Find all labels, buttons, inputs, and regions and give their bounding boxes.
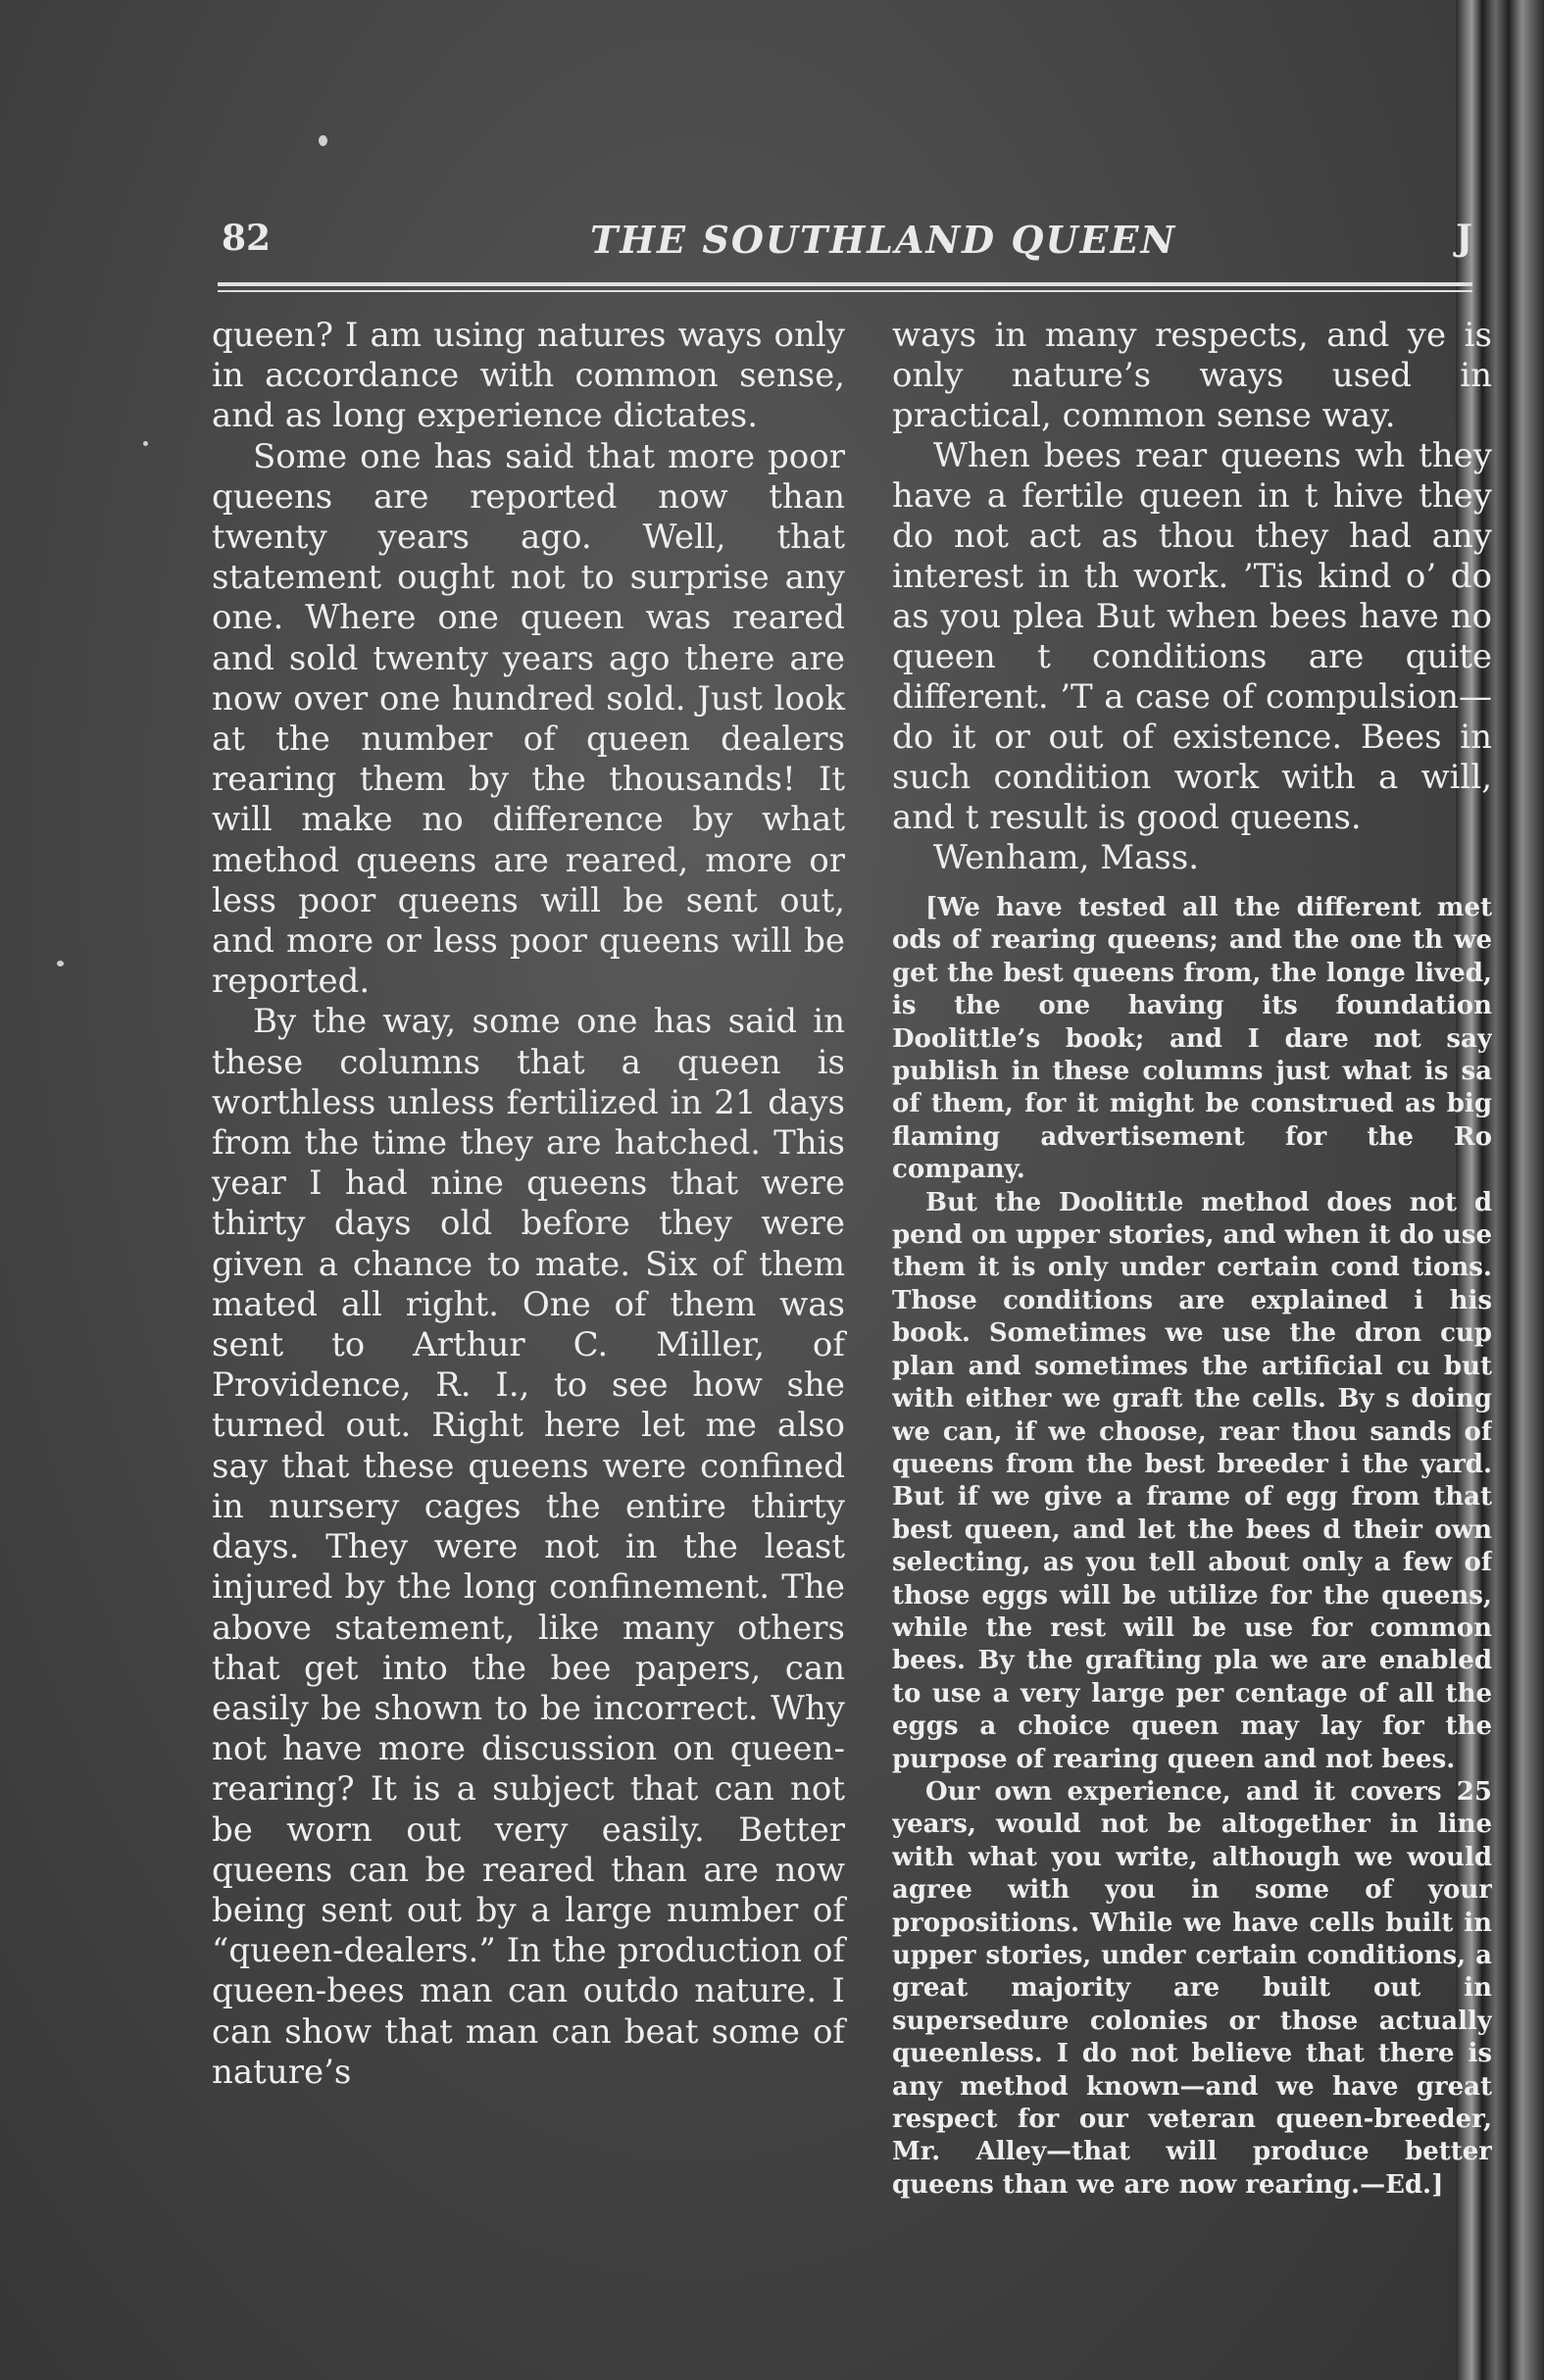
paragraph: queen? I am using natures ways only in accordance with common sense, and as long experience dictates. bbox=[212, 316, 845, 436]
dust-speck bbox=[319, 135, 327, 146]
paragraph: ways in many respects, and ye is only nature’s ways used in practical, common sense way. bbox=[892, 316, 1492, 435]
article-end bbox=[892, 316, 1492, 838]
paragraph: When bees rear queens wh they have a fertile queen in t hive they do not act as thou they had any interest in th work. ’Tis kind o’ do as you plea But when bees have no queen t conditions are quite different. ’T a case of compulsion—do it or out of existence. Bees in such condition work with a will, and t result is good queens. bbox=[892, 436, 1492, 837]
header-rule-thin bbox=[218, 290, 1472, 292]
header-rule bbox=[218, 282, 1472, 286]
editor-note bbox=[892, 892, 1492, 2202]
note-paragraph: Our own experience, and it covers 25 years, would not be altogether in line with what you write, although we would agree with you in some of your propositions. While we have cells built in upper stories, under certain conditions, a great majority are built out in supersedure colonies or those actually queenless. I do not believe that there is any method known—and we have great respect for our veteran queen-breeder, Mr. Alley—that will produce better queens than we are now rearing.—Ed.] bbox=[892, 1776, 1492, 2200]
paragraph: By the way, some one has said in these columns that a queen is worthless unless fertilized in 21 days from the time they are hatched. This year I had nine queens that were thirty days old before they were given a chance to mate. Six of them mated all right. One of them was sent to Arthur C. Miller, of Providence, R. I., to see how she turned out. Right here let me also say that these queens were confined in nursery cages the entire thirty days. They were not in the least injured by the long confinement. The above statement, like many others that get into the bee papers, can easily be shown to be incorrect. Why not have more discussion on queen-rearing? It is a subject that can not be worn out very easily. Better queens can be reared than are now being sent out by a large number of “queen-dealers.” In the production of queen-bees man can outdo nature. I can show that man can beat some of nature’s bbox=[212, 1002, 845, 2092]
author-location: Wenham, Mass. bbox=[933, 838, 1200, 877]
left-column bbox=[212, 316, 845, 2093]
header-edge-letter: J bbox=[1455, 218, 1472, 259]
right-column bbox=[892, 316, 1492, 2202]
note-paragraph: [We have tested all the different met ods of rearing queens; and the one th we get the best queens from, the longe lived, is the one having its foundation Doolittle’s book; and I dare not say publish in these columns just what is sa of them, for it might be construed as big flaming advertisement for the Ro company. bbox=[892, 893, 1492, 1185]
note-paragraph: But the Doolittle method does not d pend on upper stories, and when it do use them it is only under certain cond tions. Those conditions are explained i his book. Sometimes we use the dron cup plan and sometimes the artificial cu but with either we graft the cells. By s doing we can, if we choose, rear thou sands of queens from the best breeder i the yard. But if we give a frame of egg from that best queen, and let the bees d their own selecting, as you tell about only a few of those eggs will be utilize for the queens, while the rest will be use for common bees. By the grafting pla we are enabled to use a very large per centage of all the eggs a choice queen may lay for the purpose of rearing queen and not bees. bbox=[892, 1187, 1492, 1774]
dust-speck bbox=[143, 441, 148, 446]
running-header bbox=[218, 218, 1472, 261]
dust-speck bbox=[57, 961, 64, 967]
page-number: 82 bbox=[222, 218, 272, 259]
paragraph: Some one has said that more poor queens are reported now than twenty years ago. Well, that statement ought not to surprise any one. Where one queen was reared and sold twenty years ago there are now over one hundred sold. Just look at the number of queen dealers rearing them by the thousands! It will make no difference by what method queens are reared, more or less poor queens will be sent out, and more or less poor queens will be reported. bbox=[212, 436, 845, 1002]
journal-title: THE SOUTHLAND QUEEN bbox=[590, 218, 1177, 262]
